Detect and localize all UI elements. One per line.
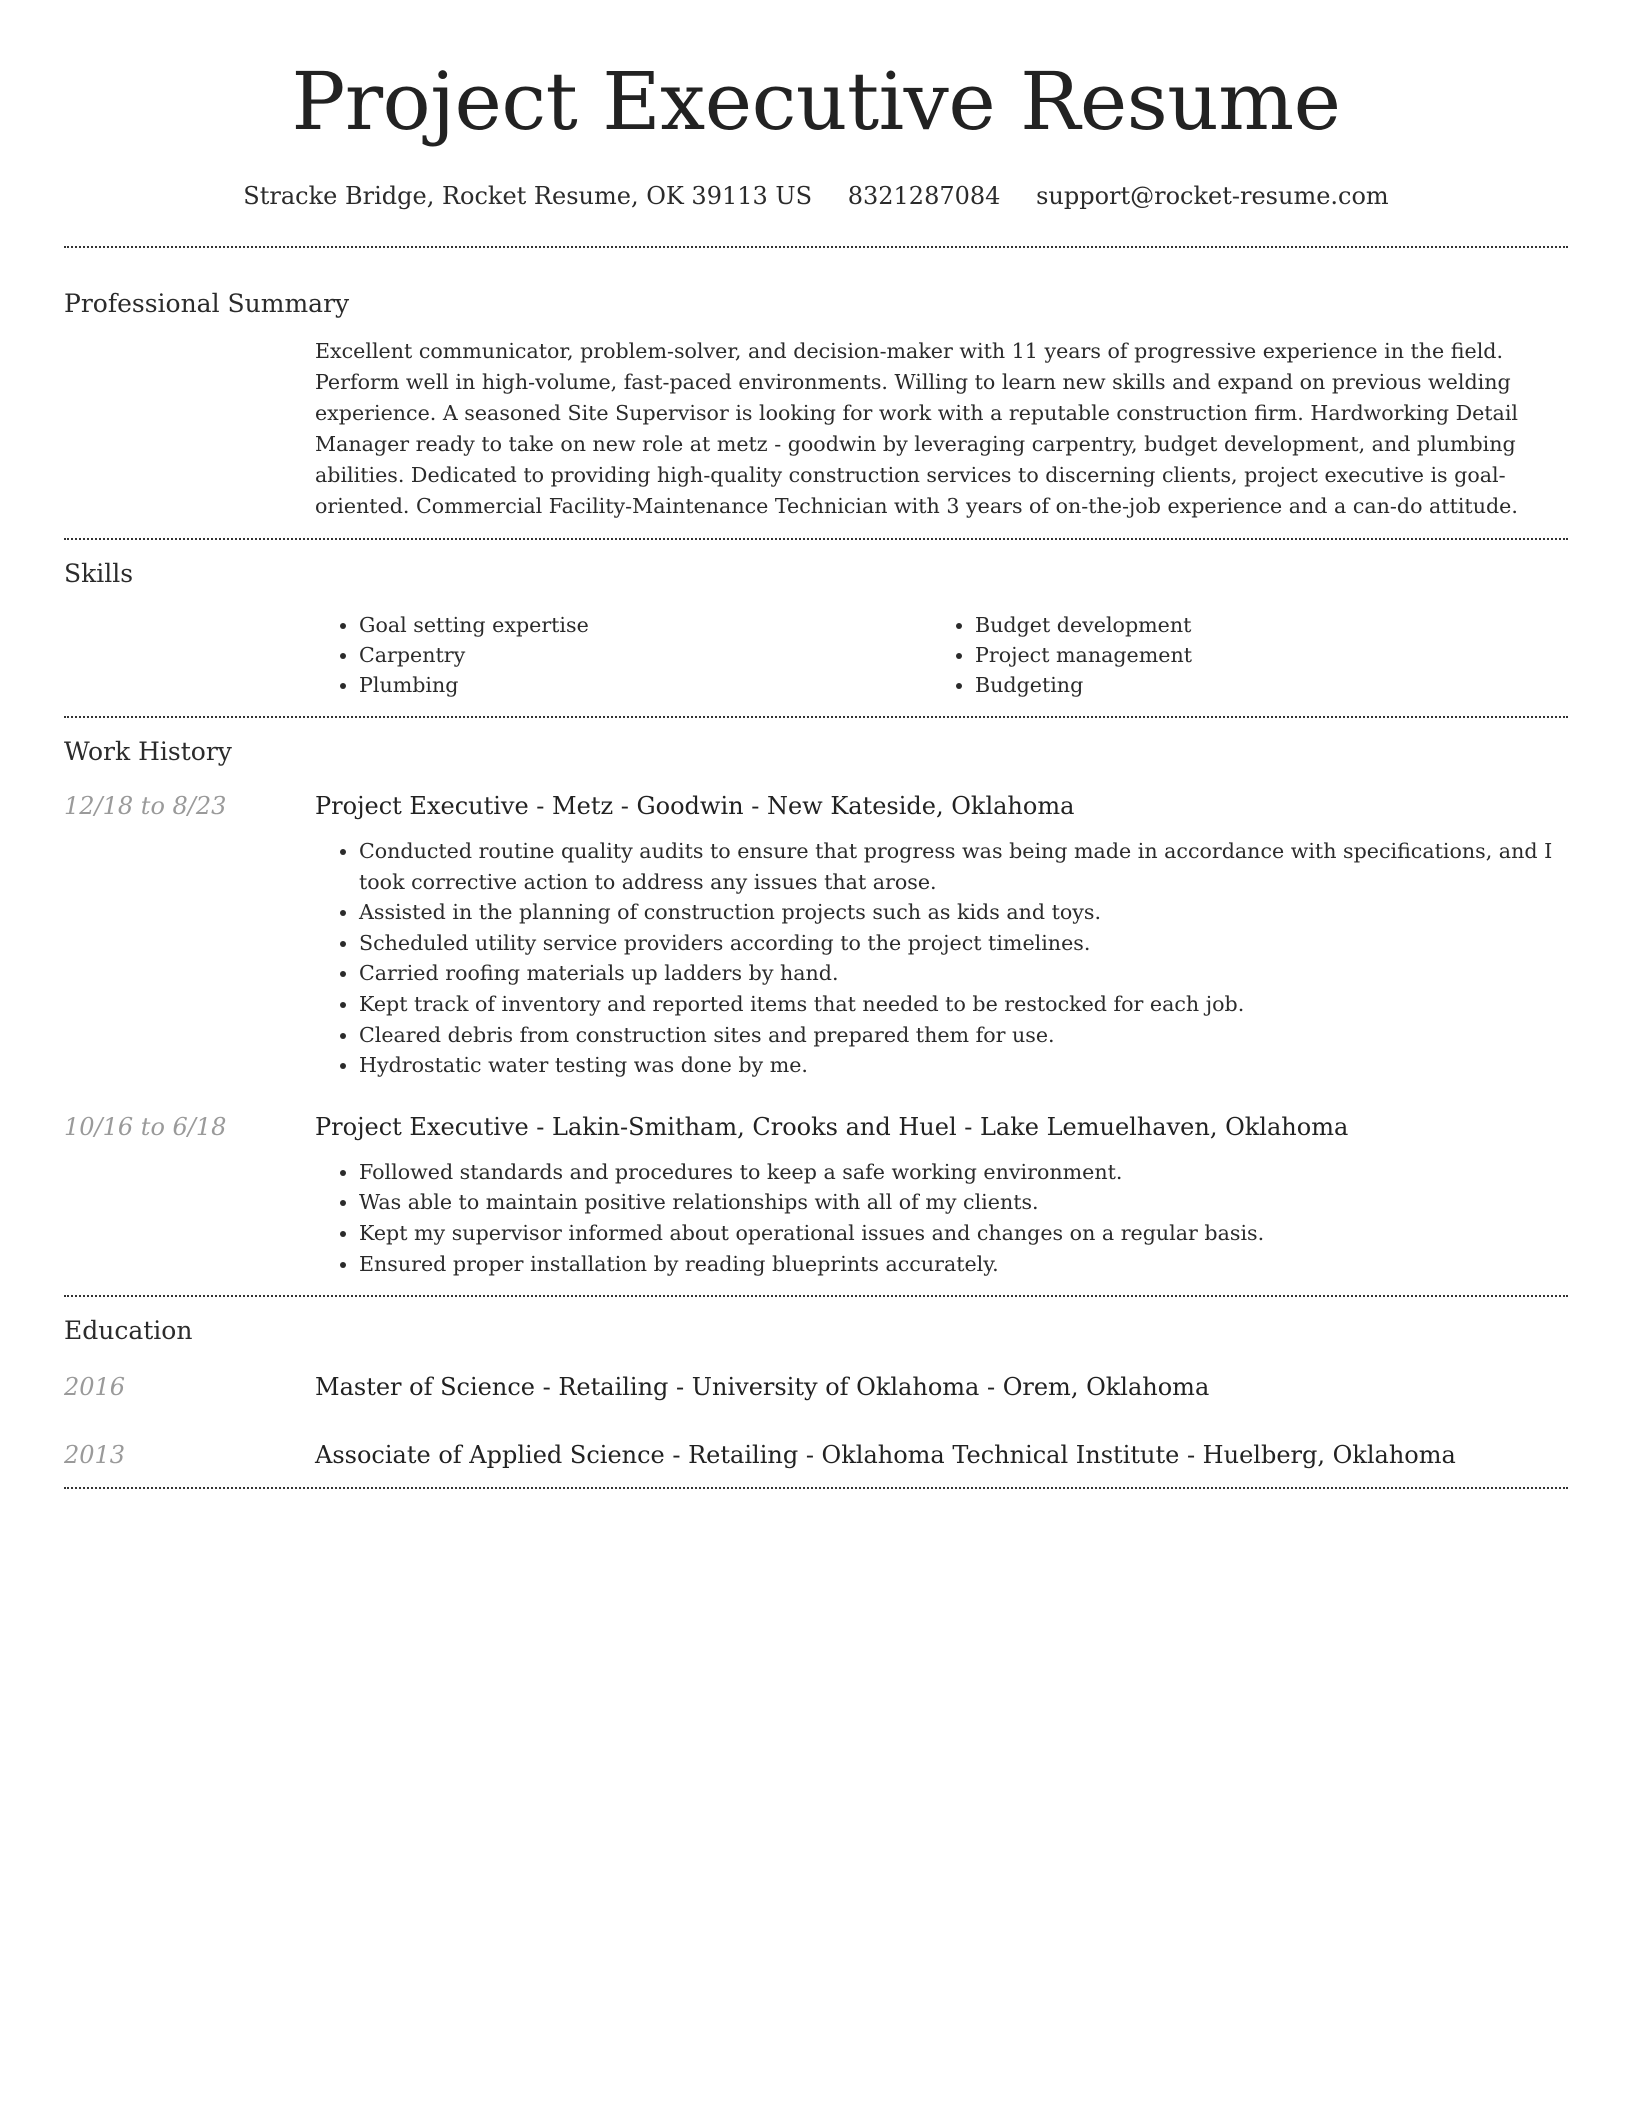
summary-text: Excellent communicator, problem-solver, and decision-maker with 11 years of progressive experience in the field. Perform well in high-volume, fast-paced environments. Willing to learn new skills and expand on previous welding experience. A seasoned Site Supervisor is looking for work with a reputable construction firm. Hardworking Detail Manager ready to take on new role at metz - goodwin by leveraging carpentry, budget development, and plumbing abilities. Dedicated to providing high-quality construction services to discerning clients, project executive is goal-oriented. Commercial Facility-Maintenance Technician with 3 years of on-the-job experience and a can-do attitude.	[315, 339, 1519, 518]
contact-phone: 8321287084	[847, 182, 1001, 210]
education-degree: Associate of Applied Science - Retailing - Oklahoma Technical Institute - Huelberg, Oklahoma	[315, 1441, 1456, 1470]
job-body	[315, 1111, 1568, 1279]
education-year-col	[64, 1439, 315, 1471]
skill-item: • Budgeting	[975, 670, 1547, 700]
job-dates-col	[64, 1111, 315, 1143]
job-bullets	[315, 1157, 1568, 1279]
section-title-skills: Skills	[64, 559, 134, 588]
education-section	[64, 1297, 1568, 1487]
contact-email: support@rocket-resume.com	[1036, 182, 1389, 210]
education-entry	[64, 1439, 1568, 1487]
skills-list-left	[315, 610, 931, 700]
skill-item: • Project management	[975, 640, 1547, 670]
job-bullet: • Cleared debris from construction sites and prepared them for use.	[359, 1020, 1568, 1051]
education-degree: Master of Science - Retailing - University of Oklahoma - Orem, Oklahoma	[315, 1373, 1210, 1402]
education-body	[315, 1371, 1568, 1403]
section-title-summary: Professional Summary	[64, 289, 350, 318]
job-title: Project Executive - Lakin-Smitham, Crooks and Huel - Lake Lemuelhaven, Oklahoma	[315, 1112, 1349, 1141]
job-bullet: • Was able to maintain positive relationships with all of my clients.	[359, 1187, 1568, 1218]
job-bullet: • Ensured proper installation by reading blueprints accurately.	[359, 1249, 1568, 1280]
education-body	[315, 1439, 1568, 1471]
section-title-work: Work History	[64, 737, 232, 766]
skill-item: • Carpentry	[359, 640, 931, 670]
education-year-col	[64, 1371, 315, 1403]
job-body	[315, 790, 1568, 1081]
job-entry	[64, 1111, 1568, 1295]
skills-section	[64, 540, 1568, 716]
job-bullet: • Followed standards and procedures to keep a safe working environment.	[359, 1157, 1568, 1188]
education-year: 2013	[64, 1441, 126, 1470]
summary-row	[64, 336, 1568, 538]
job-dates: 10/16 to 6/18	[64, 1112, 227, 1141]
education-entry	[64, 1371, 1568, 1403]
job-bullet: • Scheduled utility service providers according to the project timelines.	[359, 928, 1568, 959]
contact-line	[64, 180, 1568, 212]
job-dates-col	[64, 790, 315, 822]
education-year: 2016	[64, 1373, 126, 1402]
job-bullets	[315, 836, 1568, 1081]
job-bullet: • Kept my supervisor informed about operational issues and changes on a regular basis.	[359, 1218, 1568, 1249]
section-title-education: Education	[64, 1316, 193, 1346]
skill-item: • Plumbing	[359, 670, 931, 700]
job-dates: 12/18 to 8/23	[64, 792, 227, 820]
job-title: Project Executive - Metz - Goodwin - New Kateside, Oklahoma	[315, 792, 1075, 820]
job-bullet: • Kept track of inventory and reported items that needed to be restocked for each job.	[359, 989, 1568, 1020]
skills-row	[64, 610, 1568, 716]
resume-title: Project Executive Resume	[291, 55, 1341, 148]
skill-item: • Goal setting expertise	[359, 610, 931, 640]
resume-header	[64, 0, 1568, 212]
job-bullet: • Carried roofing materials up ladders by hand.	[359, 958, 1568, 989]
work-section	[64, 718, 1568, 1295]
summary-body	[315, 336, 1568, 522]
skill-item: • Budget development	[975, 610, 1547, 640]
skills-grid	[315, 610, 1568, 700]
skills-list-right	[931, 610, 1547, 700]
job-bullet: • Conducted routine quality audits to ensure that progress was being made in accordance with specifications, and I took corrective action to address any issues that arose.	[359, 836, 1568, 897]
job-bullet: • Assisted in the planning of construction projects such as kids and toys.	[359, 897, 1568, 928]
contact-address: Stracke Bridge, Rocket Resume, OK 39113 US	[243, 182, 813, 210]
divider	[64, 1487, 1568, 1489]
job-bullet: • Hydrostatic water testing was done by me.	[359, 1050, 1568, 1081]
job-entry	[64, 790, 1568, 1081]
summary-section	[64, 248, 1568, 538]
